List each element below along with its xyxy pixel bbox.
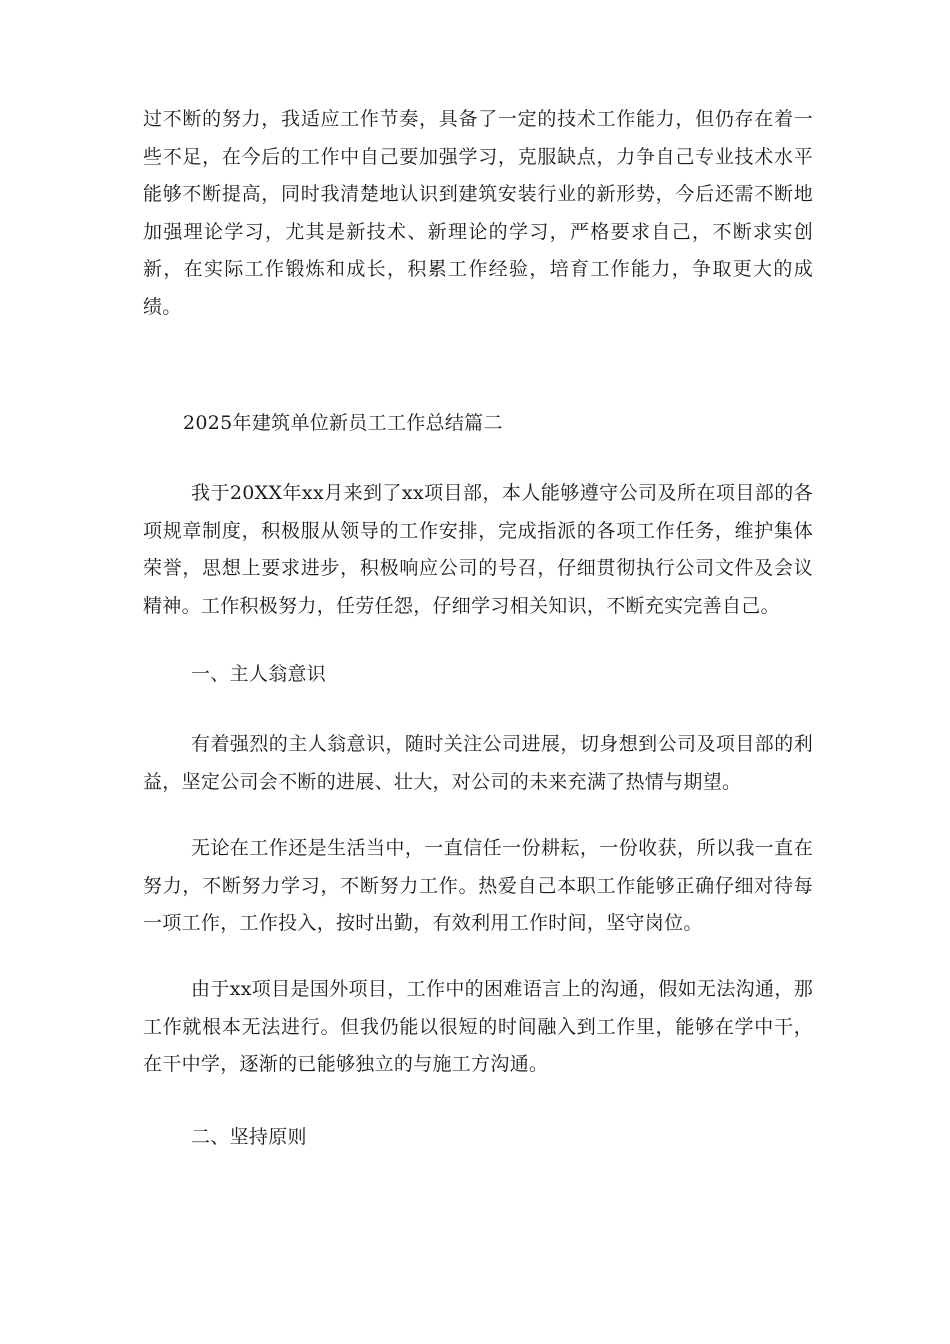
- body-paragraph: 无论在工作还是生活当中，一直信任一份耕耘，一份收获，所以我一直在努力，不断努力学习，不断努力工作。热爱自己本职工作能够正确仔细对待每一项工作，工作投入，按时出勤，有效利用工作时间，坚守岗位。: [143, 837, 813, 934]
- body-paragraph: 过不断的努力，我适应工作节奏，具备了一定的技术工作能力，但仍存在着一些不足，在今后的工作中自己要加强学习，克服缺点，力争自己专业技术水平能够不断提高，同时我清楚地认识到建筑安装行业的新形势，今后还需不断地加强理论学习，尤其是新技术、新理论的学习，严格要求自己，不断求实创新，在实际工作锻炼和成长，积累工作经验，培育工作能力，争取更大的成绩。: [143, 108, 813, 318]
- section-heading: 一、主人翁意识: [191, 663, 327, 685]
- body-paragraph: 我于20XX年xx月来到了xx项目部，本人能够遵守公司及所在项目部的各项规章制度，积极服从领导的工作安排，完成指派的各项工作任务，维护集体荣誉，思想上要求进步，积极响应公司的号召，仔细贯彻执行公司文件及会议精神。工作积极努力，任劳任怨，仔细学习相关知识，不断充实完善自己。: [143, 482, 813, 617]
- body-paragraph: 有着强烈的主人翁意识，随时关注公司进展，切身想到公司及项目部的利益，坚定公司会不断的进展、壮大，对公司的未来充满了热情与期望。: [143, 733, 813, 793]
- section-title: 2025年建筑单位新员工工作总结篇二: [183, 412, 503, 434]
- body-paragraph: 由于xx项目是国外项目，工作中的困难语言上的沟通，假如无法沟通，那工作就根本无法进行。但我仍能以很短的时间融入到工作里，能够在学中干，在干中学，逐渐的已能够独立的与施工方沟通。: [143, 978, 813, 1075]
- section-heading: 二、坚持原则: [191, 1126, 307, 1148]
